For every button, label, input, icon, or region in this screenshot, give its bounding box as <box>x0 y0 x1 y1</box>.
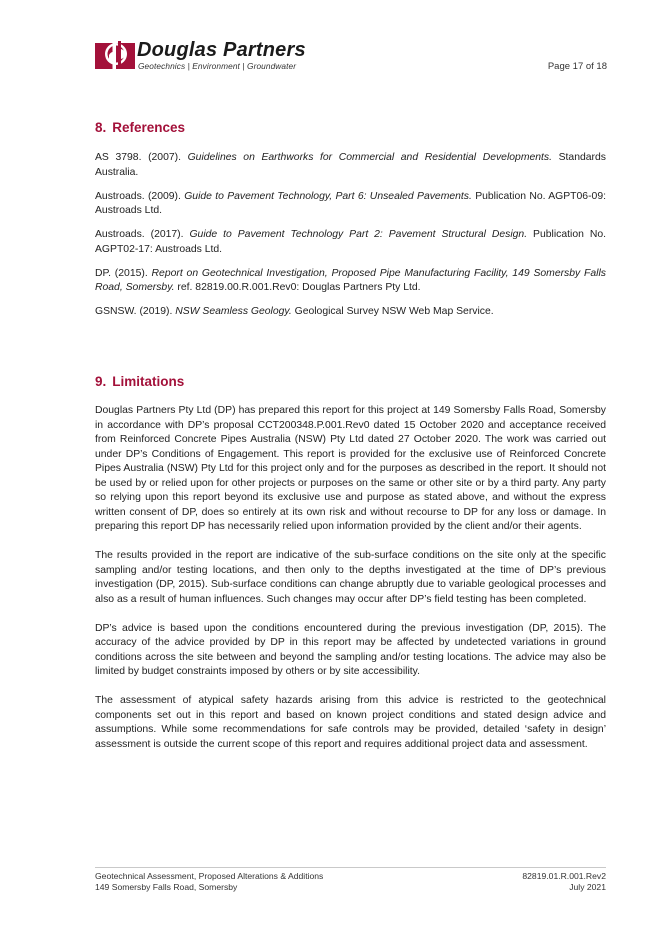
reference-title: Guidelines on Earthworks for Commercial and Residential Developments. <box>187 152 553 163</box>
logo-tagline: Geotechnics | Environment | Groundwater <box>138 61 297 71</box>
logo-name: Douglas Partners <box>137 39 306 61</box>
reference-title: Guide to Pavement Technology Part 2: Pavement Structural Design. <box>189 229 528 240</box>
references-heading-number: 8. <box>95 120 107 135</box>
limitations-paragraph: Douglas Partners Pty Ltd (DP) has prepared this report for this project at 149 Somersby Falls Road, Somersby in accordance with DP’s proposal CCT200348.P.001.Rev0 dated 15 October 2020 and acceptance received from Reinforced Concrete Pipes Australia (NSW) Pty Ltd dated 27 October 2020. The work was carried out under DP’s Conditions of Engagement. This report is provided for the exclusive use of Reinforced Concrete Pipes Australia (NSW) Pty Ltd for this project only and for the purposes as described in the report. It should not be used by or relied upon for other projects or purposes on the same or other site or by a third party. Any party so relying upon this report beyond its exclusive use and purpose as stated above, and without the express written consent of DP, does so entirely at its own risk and without recourse to DP for any loss or damage. In preparing this report DP has necessarily relied upon information provided by the client and/or their agents. <box>95 405 606 532</box>
footer-project-info <box>95 871 323 893</box>
reference-item: Austroads. (2009). Guide to Pavement Technology, Part 6: Unsealed Pavements. Publication No. AGPT06-09: Austroads Ltd. <box>95 190 606 216</box>
footer-divider <box>95 867 606 868</box>
limitations-heading-title: Limitations <box>112 374 185 389</box>
limitations-heading <box>95 374 184 389</box>
reference-title: NSW Seamless Geology. <box>175 306 292 317</box>
footer-report-info <box>522 871 606 893</box>
footer-report-title: Geotechnical Assessment, Proposed Alterations & Additions <box>95 871 324 881</box>
page-number: Page 17 of 18 <box>547 61 607 72</box>
reference-item: AS 3798. (2007). Guidelines on Earthworks for Commercial and Residential Developments. Standards Australia. <box>95 152 606 178</box>
limitations-heading-number: 9. <box>95 374 107 389</box>
reference-title: Report on Geotechnical Investigation, Proposed Pipe Manufacturing Facility, 149 Somersby Falls Road, Somersby. <box>95 267 606 293</box>
douglas-partners-logo-icon <box>95 41 135 69</box>
company-logo <box>95 41 305 71</box>
limitations-paragraph: DP’s advice is based upon the conditions encountered during the previous investigation (DP, 2015). The accuracy of the advice provided by DP in this report may be affected by undetected variations in ground conditions across the site between and beyond the sampling and/or testing locations. The advice may also be limited by budget constraints imposed by others or by site accessibility. <box>95 622 606 677</box>
reference-item: DP. (2015). Report on Geotechnical Investigation, Proposed Pipe Manufacturing Facility, 149 Somersby Falls Road, Somersby. ref. 82819.00.R.001.Rev0: Douglas Partners Pty Ltd. <box>95 267 606 293</box>
footer-report-reference: 82819.01.R.001.Rev2 <box>522 871 606 881</box>
limitations-body <box>95 404 606 767</box>
reference-item: Austroads. (2017). Guide to Pavement Technology Part 2: Pavement Structural Design. Publication No. AGPT02-17: Austroads Ltd. <box>95 229 606 255</box>
references-heading <box>95 120 185 135</box>
reference-item: GSNSW. (2019). NSW Seamless Geology. Geological Survey NSW Web Map Service. <box>95 306 494 317</box>
limitations-paragraph: The results provided in the report are indicative of the sub-surface conditions on the site only at the specific sampling and/or testing locations, and then only to the depths investigated at the time of DP’s previous investigation (DP, 2015). Sub-surface conditions can change abruptly due to variable geological processes and also as a result of human influences. Such changes may occur after DP’s field testing has been completed. <box>95 550 606 605</box>
footer-site-address: 149 Somersby Falls Road, Somersby <box>95 882 238 892</box>
footer-report-date: July 2021 <box>569 882 606 892</box>
references-heading-title: References <box>112 120 186 135</box>
reference-title: Guide to Pavement Technology, Part 6: Unsealed Pavements. <box>184 190 472 202</box>
limitations-paragraph: The assessment of atypical safety hazards arising from this advice is restricted to the geotechnical components set out in this report and based on known project conditions and stated design advice and assumptions. While some recommendations for safe controls may be provided, detailed ‘safety in design’ assessment is outside the current scope of this report and requires additional project data and assessment. <box>95 695 606 750</box>
references-list <box>95 151 606 329</box>
